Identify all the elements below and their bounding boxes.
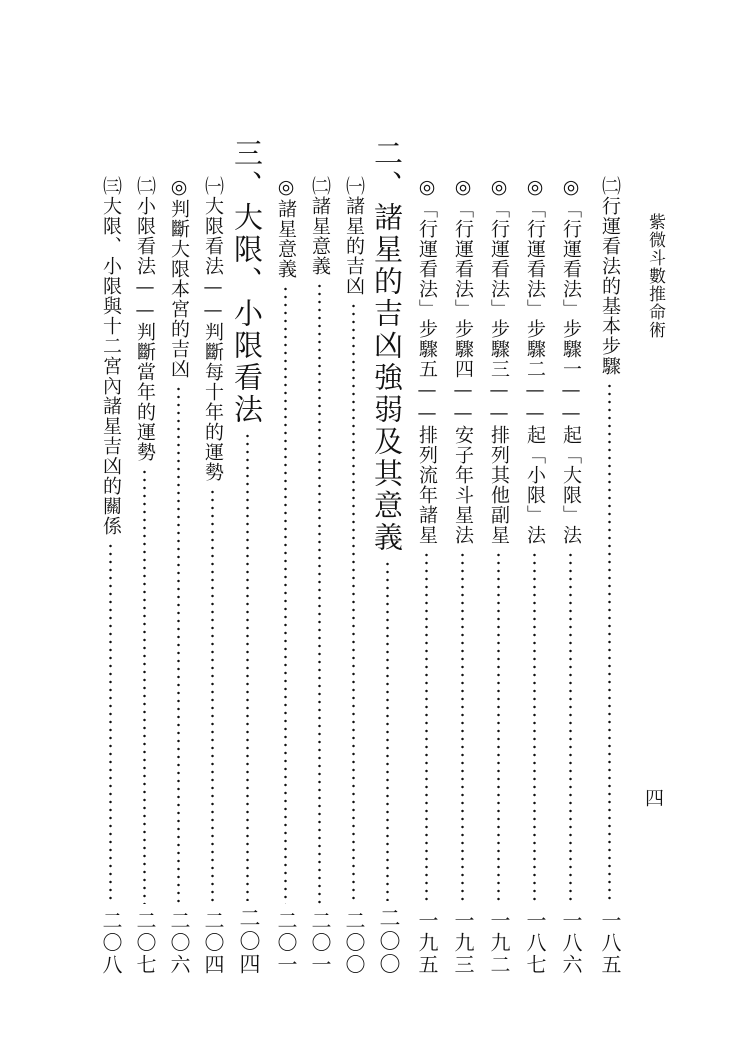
- toc-leader-dots: [425, 551, 428, 904]
- toc-entry[interactable]: [413, 176, 443, 976]
- toc-leader-dots: [284, 285, 287, 904]
- toc-entry-page: 二〇一: [274, 910, 298, 976]
- toc-entry-title: ㈡諸星意義: [309, 176, 331, 276]
- toc-leader-dots: [109, 542, 112, 904]
- toc-leader-dots: [318, 282, 321, 904]
- toc-leader-dots: [461, 551, 464, 904]
- toc-leader-dots: [177, 385, 180, 904]
- toc-entry-page: 一九二: [487, 910, 511, 976]
- toc-entry-page: 一九三: [451, 910, 475, 976]
- toc-entry[interactable]: [230, 138, 264, 976]
- toc-entry[interactable]: [272, 176, 302, 976]
- toc-entry[interactable]: [306, 176, 336, 976]
- toc-entry[interactable]: [596, 176, 626, 976]
- toc-entry-page: 二〇一: [308, 910, 332, 976]
- toc-entry[interactable]: [131, 176, 161, 976]
- toc-entry-title: ◎「行運看法」步驟三——排列其他副星: [488, 176, 510, 545]
- toc-leader-dots: [352, 302, 355, 904]
- toc-entry[interactable]: [485, 176, 515, 976]
- toc-entry-title: ◎「行運看法」步驟五——排列流年諸星: [416, 176, 438, 545]
- toc-entry-title: ◎「行運看法」步驟一——起「大限」法: [560, 176, 582, 545]
- toc-entry-title: ◎「行運看法」步驟二——起「小限」法: [524, 176, 546, 545]
- toc-entry[interactable]: [165, 176, 195, 976]
- toc-entry-title: ㈠諸星的吉凶: [343, 176, 365, 296]
- toc-entry-page: 一八五: [598, 910, 622, 976]
- toc-entry-page: 一八六: [559, 910, 583, 976]
- toc-entry-page: 一八七: [523, 910, 547, 976]
- toc-leader-dots: [533, 551, 536, 904]
- toc-entry-page: 二〇四: [201, 910, 225, 976]
- toc-entry[interactable]: [521, 176, 551, 976]
- toc-entry-page: 二〇〇: [342, 910, 366, 976]
- toc-entry-page: 二〇八: [99, 910, 123, 976]
- toc-leader-dots: [211, 488, 214, 904]
- toc-entry-page: 二〇七: [133, 910, 157, 976]
- toc-leader-dots: [386, 560, 389, 901]
- toc-entry-page: 一九五: [415, 910, 439, 976]
- toc-leader-dots: [246, 432, 249, 901]
- toc-entry-title: ◎判斷大限本宮的吉凶: [168, 176, 190, 379]
- toc-entry-title: ㈠大限看法——判斷每十年的運勢: [202, 176, 224, 482]
- page-number: 四: [642, 788, 664, 807]
- toc-leader-dots: [608, 382, 611, 904]
- toc-entry[interactable]: [557, 176, 587, 976]
- toc-entry[interactable]: [340, 176, 370, 976]
- toc-entry[interactable]: [449, 176, 479, 976]
- toc-entry[interactable]: [370, 138, 404, 976]
- toc-entry-title: ◎「行運看法」步驟四——安子年斗星法: [452, 176, 474, 545]
- toc-entry-title: ◎諸星意義: [275, 176, 297, 279]
- toc-entry-title: ㈢大限、小限與十二宮內諸星吉凶的關係: [100, 176, 122, 536]
- toc-entry-title: 二、諸星的吉凶強弱及其意義: [370, 138, 404, 554]
- toc-entry-page: 二〇〇: [377, 907, 401, 976]
- toc-entry-page: 二〇四: [237, 907, 261, 976]
- toc-entry[interactable]: [199, 176, 229, 976]
- toc-entry-title: 三、大限、小限看法: [230, 138, 264, 426]
- toc-entry-title: ㈡小限看法——判斷當年的運勢: [134, 176, 156, 462]
- toc-leader-dots: [143, 468, 146, 904]
- toc-leader-dots: [569, 551, 572, 904]
- running-header: 紫微斗數推命術: [645, 213, 665, 339]
- toc-entry-page: 二〇六: [167, 910, 191, 976]
- toc-entry-title: ㈡行運看法的基本步驟: [599, 176, 621, 376]
- toc-leader-dots: [497, 551, 500, 904]
- toc-entry[interactable]: [97, 176, 127, 976]
